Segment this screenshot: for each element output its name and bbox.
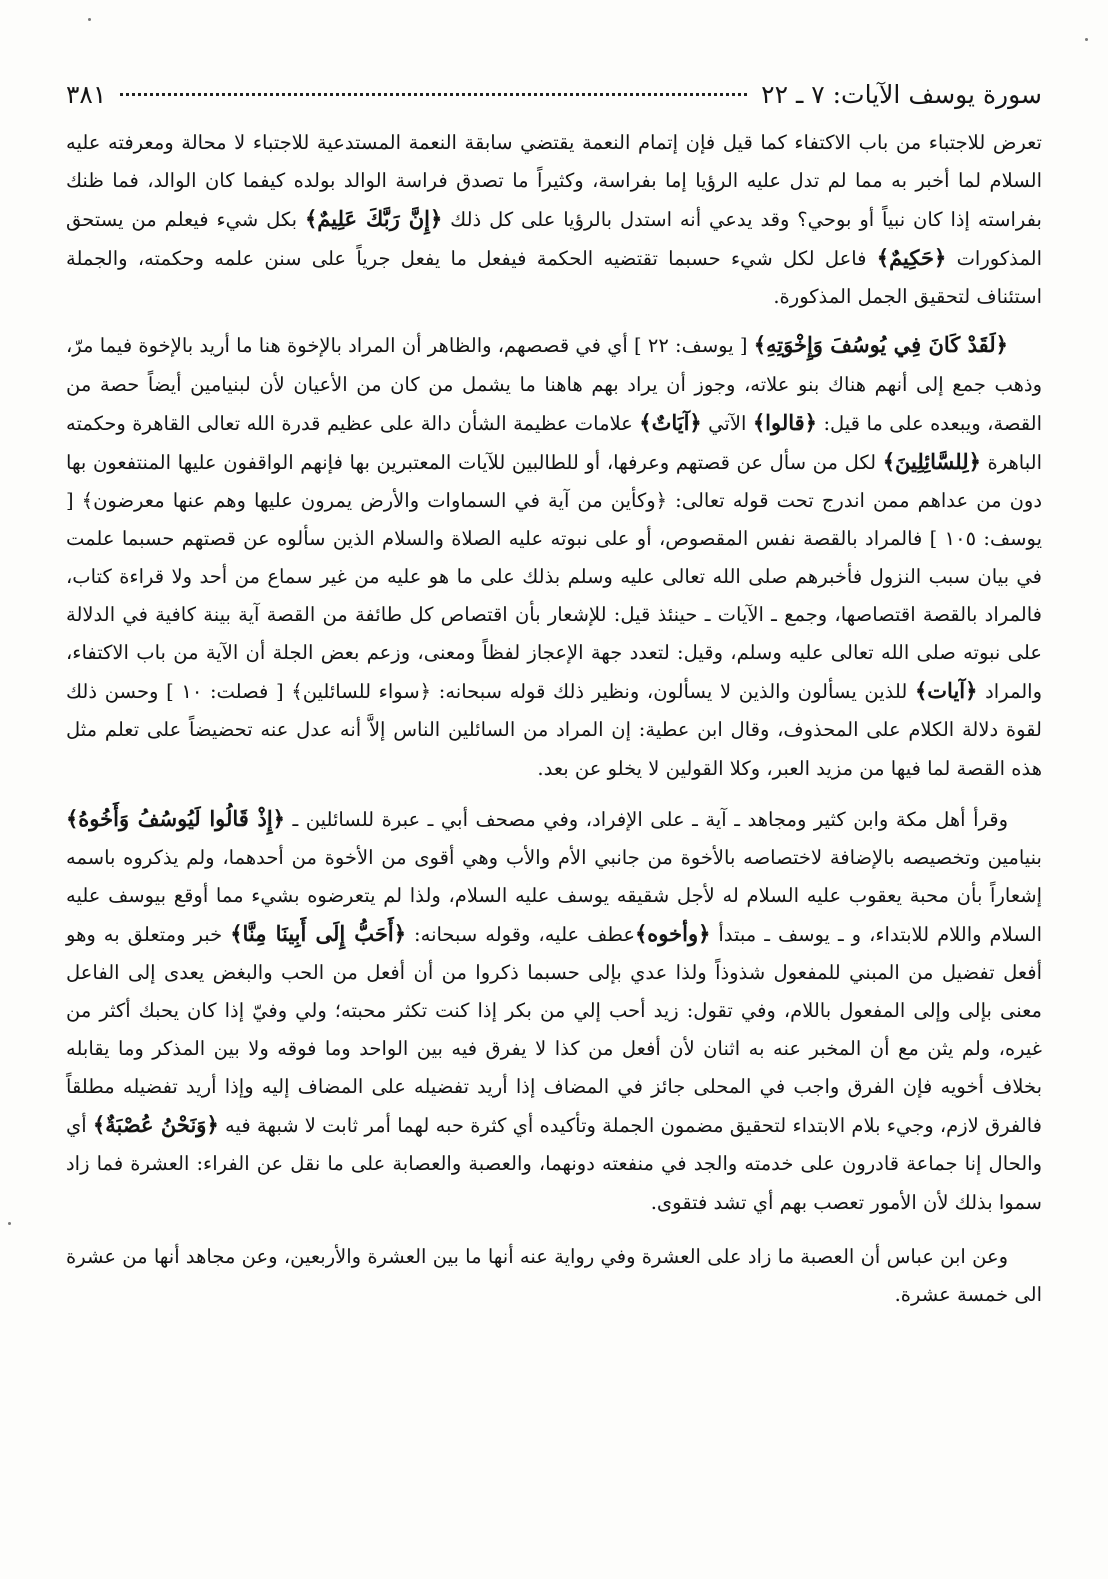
- commentary-text: [ يوسف: ٢٢ ] أي في قصصهم، والظاهر أن المراد بالإخوة هنا ما أريد بالإخوة فيما مرّ، وذهب جمع إلى أنهم هناك بنو علاته، وجوز أن يراد بهم هاهنا ما يشمل من كان من الأعيان لأن لبنيامين أيضاً حصة من القصة، ويبعده على ما قيل:: [66, 334, 1042, 435]
- paragraph: [66, 124, 1042, 316]
- paragraph: [66, 800, 1042, 1222]
- commentary-text: الآتي: [701, 411, 753, 435]
- quran-verse: ﴿لَقَدْ كَانَ فِي يُوسُفَ وَإِخْوَتِهِ﴾: [753, 332, 1008, 358]
- page-number: ٣٨١: [66, 80, 107, 109]
- commentary-text: عطف عليه، وقوله سبحانه:: [406, 922, 635, 946]
- leader-dots: [120, 93, 747, 96]
- commentary-body: [66, 124, 1042, 1314]
- commentary-text: وعن ابن عباس أن العصبة ما زاد على العشرة وفي رواية عنه أنها ما بين العشرة والأربعين، وعن مجاهد أنها من عشرة الى خمسة عشرة.: [66, 1244, 1042, 1306]
- quran-verse: ﴿آيات﴾: [914, 678, 978, 704]
- commentary-text: خبر ومتعلق به وهو أفعل تفضيل من المبني للمفعول شذوذاً ولذا عدي بإلى حسبما ذكروا من أن أفعل من الحب والبغض يعدى إلى الفاعل معنى بإلى وإلى المفعول باللام، وفي تقول: زيد أحب إلي من بكر إذا كنت تكثر محبته؛ ولي وفيّ إذا كان يحبك أكثر من غيره، ولم يثن مع أن المخبر عنه به اثنان لأن أفعل من كذا لا يفرق فيه بين الواحد وما فوقه ولا بين المذكر وما يقابله بخلاف أخويه فإن الفرق واجب في المحلى جائز في المضاف إذا أريد تفضيله على المضاف إليه وإذا أريد تفضيله مطلقاً فالفرق لازم، وجيء بلام الابتداء لتحقيق مضمون الجملة وتأكيده أي كثرة حبه لهما أمر ثابت لا شبهة فيه: [66, 922, 1042, 1138]
- quran-verse: ﴿لِلسَّائِلِينَ﴾: [882, 448, 981, 474]
- commentary-text: أي والحال إنا جماعة قادرون على خدمته والجد في منفعته دونهما، والعصبة والعصابة على ما نقل عن الفراء: العشرة فما زاد سموا بذلك لأن الأمور تعصب بهم أي تشد فتقوى.: [66, 1114, 1042, 1214]
- scan-speck: [8, 1222, 11, 1225]
- quran-verse: ﴿حَكِيمٌ﴾: [876, 245, 947, 271]
- commentary-text: للذين يسألون والذين لا يسألون، ونظير ذلك قوله سبحانه: ﴿سواء للسائلين﴾ [ فصلت: ١٠ ] وحسن ذلك لقوة دلالة الكلام على المحذوف، وقال ابن عطية: إن المراد من السائلين الناس إلاَّ أنه عدل عنه تحضيضاً على تعلم مثل هذه القصة لما فيها من مزيد العبر، وكلا القولين لا يخلو عن بعد.: [66, 680, 1042, 780]
- commentary-text: لكل من سأل عن قصتهم وعرفها، أو للطالبين للآيات المعتبرين بها فإنهم الواقفون عليها المنتفعون بها دون من عداهم ممن اندرج تحت قوله تعالى: ﴿وكأين من آية في السماوات والأرض يمرون عليها وهم عنها معرضون﴾ [ يوسف: ١٠٥ ] فالمراد بالقصة نفس المقصوص، أو على نبوته عليه الصلاة والسلام الذين سألوه عن قصتهم حسبما علمت في بيان سبب النزول فأخبرهم صلى الله تعالى عليه وسلم بذلك على ما هو عليه من غير سماع من أحد ولا قراءة كتاب، فالمراد بالقصة اقتصاصها، وجمع ـ الآيات ـ حينئذ قيل: للإشعار بأن اقتصاص كل طائفة من القصة آية بينة كافية في الدلالة على نبوته صلى الله تعالى عليه وسلم، وقيل: لتعدد جهة الإعجاز لفظاً ومعنى، وزعم بعض الجلة أن الآية من باب الاكتفاء، والمراد: [66, 450, 1042, 704]
- commentary-text: وقرأ أهل مكة وابن كثير ومجاهد ـ آية ـ على الإفراد، وفي مصحف أبي ـ عبرة للسائلين ـ: [284, 807, 1008, 831]
- paragraph: [66, 1238, 1042, 1314]
- surah-title: سورة يوسف الآيات: ٧ ـ ٢٢: [761, 80, 1042, 109]
- scan-speck: [1085, 38, 1088, 41]
- commentary-text: بكل شيء فيعلم من يستحق المذكورات: [66, 208, 1042, 271]
- commentary-text: فاعل لكل شيء حسبما تقتضيه الحكمة فيفعل ما يفعل جرياً على سنن علمه وحكمته، والجملة استئناف لتحقيق الجمل المذكورة.: [66, 247, 1042, 309]
- quran-verse: ﴿إِنَّ رَبَّكَ عَلِيمٌ﴾: [304, 206, 443, 232]
- running-header: [66, 78, 1042, 112]
- quran-verse: ﴿آيَاتٌ﴾: [639, 409, 702, 435]
- commentary-text: بنيامين وتخصيصه بالإضافة لاختصاصه بالأخوة من جانبي الأم والأب وهي أقوى من الأخوة من أحدهما، ولم يذكروه باسمه إشعاراً بأن محبة يعقوب عليه السلام له لأجل شقيقه يوسف عليه السلام، ولذا لم يتعرضوه بشيء مما أوقع بيوسف عليه السلام واللام للابتداء، و ـ يوسف ـ مبتدأ: [66, 845, 1043, 946]
- quran-verse: ﴿إِذْ قَالُوا لَيُوسُفُ وَأَخُوهُ﴾: [66, 805, 285, 831]
- quran-verse: ﴿وَنَحْنُ عُصْبَةٌ﴾: [92, 1112, 219, 1138]
- paragraph: [66, 326, 1042, 787]
- commentary-text: علامات عظيمة الشأن دالة على عظيم قدرة الله تعالى القاهرة وحكمته الباهرة: [66, 411, 1042, 474]
- scan-speck: [88, 18, 91, 21]
- quran-verse: ﴿قالوا﴾: [752, 409, 817, 435]
- quran-verse: ﴿أَحَبُّ إِلَى أَبِينَا مِنَّا﴾: [230, 920, 407, 946]
- quran-verse: ﴿وأخوه﴾: [634, 920, 711, 946]
- commentary-text: تعرض للاجتباء من باب الاكتفاء كما قيل فإن إتمام النعمة يقتضي سابقة النعمة المستدعية للاجتباء لا محالة ومعرفته عليه السلام لما أخبر به مما لم تدل عليه الرؤيا إما بفراسة، وكثيراً ما تصدق فراسة الوالد بولده كيفما كان الوالد، فما ظنك بفراسته إذا كان نبياً أو بوحي؟ وقد يدعي أنه استدل بالرؤيا على كل ذلك: [66, 131, 1042, 232]
